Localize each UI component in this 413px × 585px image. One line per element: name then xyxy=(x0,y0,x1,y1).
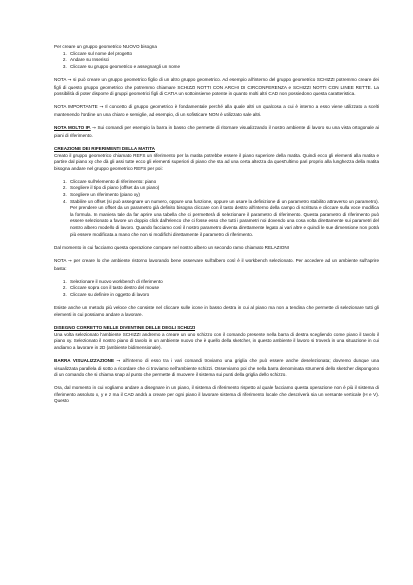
intro-list xyxy=(54,51,379,71)
section-heading: CREAZIONE DEI RIFERIMENTI DELLA MATITA xyxy=(54,145,155,151)
body-paragraph: Dal momento in cui facciamo questa operazione compare nel nostro albero un secondo ramo chiamato RELAZIONI xyxy=(54,244,289,250)
body-paragraph xyxy=(54,358,379,379)
list-item: 2. Cliccare sopra con il tasto destro del mouse xyxy=(68,285,379,292)
nota-text: Il concetto di gruppo geometrico è fondamentale perché alla quale altri un qualcosa a cui è interno a esso viene utilizzato a scelti mantenendo l'ordine un una chiaro e semiglie, ad esempio, di un sofisticare NON è utilizzato sale altri. xyxy=(54,104,380,117)
list-item: 4. Stabilire un offset (si può assegnare un numero, oppure una funzione, oppure un usare la definizione di un parametro stabilito attraverso un parametro). Per prendere un offset da un parametro già definito bisogna cliccare con il tasto destro all'interno della campo di scrittura e cliccare sulla voce modifica la formula. In maniera tale da far aprire una tabella che ci permetterà di selezionare il parametro di riferimento. Questa parametro di riferimento può essere selezionato a favore un doppio click dall'elenco che ci fosse esso che tutti i parametri noi dovendo una cosa volta direttamente sui parametri del nostro albero modello di lavoro. Quando facciamo così il nostro parametro diventa direttamente legato ai vari altre e quindi le sue dimensione non potrà più essere modificata a mano che non si modifichi direttamente il parametro di riferimento. xyxy=(68,199,379,239)
body-paragraph: Ora, dal momento in cui vogliamo andare a disegnare in un piano, il sistema di riferimento rispetto al quale facciamo questa operazione non è più il sistema di riferimento assoluto x, y e z ma il CAD andrà a creare per ogni piano il lavorare sistema di riferimento locale che descriverà sia un versante verticale (H e V). Questo xyxy=(54,385,379,404)
nota-paragraph-3 xyxy=(54,125,379,139)
arrow-icon: → xyxy=(116,358,121,364)
nota-paragraph-2 xyxy=(54,104,379,118)
intro-text: Per creare un gruppo geometrico NUOVO bisogna xyxy=(54,44,157,49)
nota-paragraph-1 xyxy=(54,77,379,98)
list-item: 2. Scegliere il tipo di piano (offset da un piano) xyxy=(68,185,379,192)
arrow-icon: → xyxy=(92,126,96,132)
arrow-icon: → xyxy=(67,77,72,83)
section-heading: DISEGNO CORRETTO NELLE DIVENTINE DELLE DEGLI SCHIZZI xyxy=(54,324,196,330)
list-item: 1. Selezionare il nuovo workbench di riferimento xyxy=(68,279,379,286)
body-paragraph: Una volta selezionato l'ambiente SCHIZZI andremo a creare un uno schizzo con il comando presente nella barra di destra scegliendo come piano il tavolo il piano xy. Selezionato il nostro piano di tavolo in un ambiente nuovo che è quello della sketcher, in questo ambiente il lavoro si troverà in una situazione in cui andiamo a lavorare in 2D (ambiente bidimensionale). xyxy=(54,331,379,350)
body-paragraph: Creato il gruppo geometrico chiamato REFS un riferimento per la matita potrebbe essere il piano superiore della matita. Quindi ecco gli elementi alla matita e partire dal piano xy che dà gli assi tutte ecco gli elementi superiori di piano che sta ad una certa altezza da quest'ultimo pari proprio alla lunghezza della matita bisogna andare nel gruppo geometrico REFS per poi: xyxy=(54,152,379,171)
list-item: 1. Cliccare sul nome del progetto xyxy=(68,51,379,58)
workbench-list xyxy=(54,279,379,299)
body-paragraph: Esiste anche un metodo più veloce che consiste nel cliccare sulle icone in basso destra in cui al piano ma non a tendina che permette di selezionare tutti gli elementi in cui possiamo andare a lavorare. xyxy=(54,305,379,317)
paragraph-label: BARRA VISUALIZZAZIONE xyxy=(54,357,115,363)
list-item: 1. Cliccare sull'elemento di riferimento: piano xyxy=(68,179,379,186)
nota-label: NOTA xyxy=(54,76,67,82)
nota-label: NOTA xyxy=(54,258,67,263)
arrow-icon: → xyxy=(99,105,104,111)
steps-list xyxy=(54,179,379,238)
nota-text: per creare lo che ambiente ristorno lavorando bene osservare sull'albero così è il workbench selezionato. Per accedere ad un ambiente sull'aprire basta: xyxy=(54,258,380,271)
paragraph-text: all'interno di esso tra i vari comandi troviamo una griglia che può essere anche deselezionata; dovremo dunque una visualizzata parallela di sotto a ricordare che ci troviamo nell'ambiente schizzi. Osserviamo poi che nella barra denominata strumenti dello sketcher dispongono di un comando che si chiama snap al punto che permette di muovere il sistema sui punti della griglia dello schizzo. xyxy=(54,357,380,378)
arrow-icon: → xyxy=(67,259,72,264)
list-item: 3. Scegliere un riferimento (piano xy) xyxy=(68,192,379,199)
nota-label: NOTA MOLTO IP. xyxy=(54,125,91,131)
list-item: 2. Andare su Inserisci xyxy=(68,57,379,64)
nota-text: si può creare un gruppo geometrico figlio di un altro gruppo geometrico. Ad esempio all'interno del gruppo geometrico SCHIZZI potremmo creare dei figli di questo gruppo geometrico che potremmo chiamare SCHIZZI NOTTI CON ARCHI DI CIRCONFERENZA e SCHIZZI NOTTI CON LINEE RETTE. La possibilità di poter disporre di gruppi geometrici figli di CATIA un sottoinsieme potente in quanto molti altri CAD non possiedono questa caratteristica. xyxy=(54,76,379,97)
list-item: 3. Cliccare su gruppo geometrico e assegnargli un nome xyxy=(68,64,379,71)
nota-text: Sui comandi per esempio la barra in basso che permette di ritornare visualizzando il nostro ambiente di lavoro su una vista ortogonale ai piani di riferimento. xyxy=(54,125,379,138)
nota-paragraph-4 xyxy=(54,258,379,272)
nota-label: NOTA IMPORTANTE xyxy=(54,104,98,110)
list-item: 3. Cliccare su definire in oggetto di lavoro xyxy=(68,292,379,299)
